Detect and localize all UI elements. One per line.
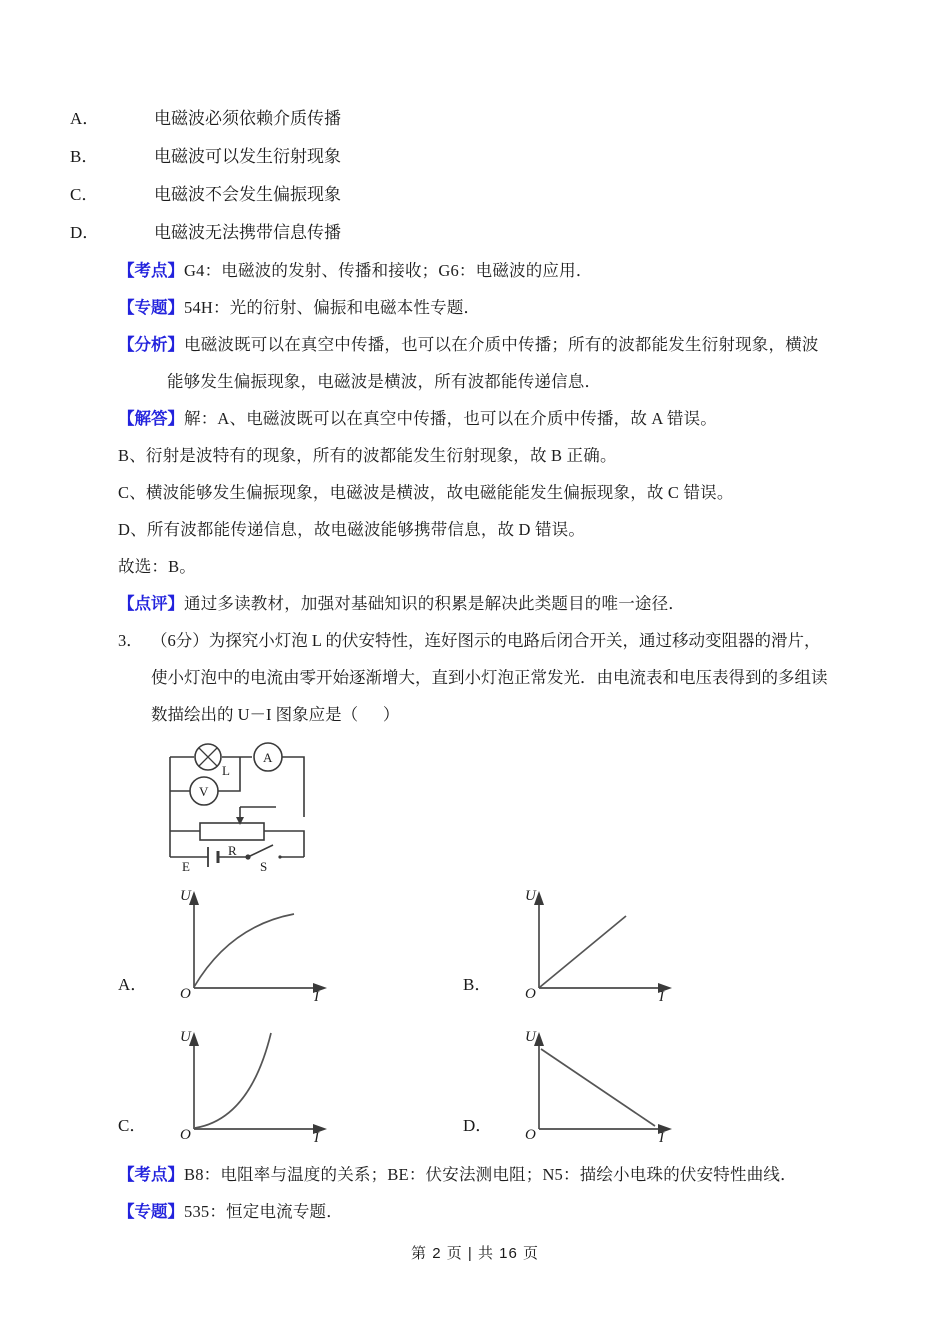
solution-line: D、所有波都能传递信息，故电磁波能够携带信息，故 D 错误。: [118, 520, 586, 539]
annotation-jieda: [118, 400, 834, 437]
annotation-tag: 【专题】: [118, 1202, 184, 1221]
annotation-dianping: [118, 585, 834, 622]
wire-rheostat-right: [264, 831, 304, 851]
switch-pivot-dot: [245, 854, 250, 859]
annotation-tag: 【分析】: [118, 335, 184, 354]
question-number: 3．: [118, 631, 143, 650]
wire-ammeter-right: [282, 757, 304, 817]
rheostat-label: R: [228, 843, 237, 858]
option-item: [70, 176, 834, 214]
line-linear-increasing: [540, 916, 626, 987]
option-letter: D．: [70, 223, 100, 242]
question-text: （6分）为探究小灯泡 L 的伏安特性，连好图示的电路后闭合开关，通过移动变阻器的滑片，使小灯泡中的电流由零开始逐渐增大，直到小灯泡正常发光．由电流表和电压表得到的多组读数描绘出的 U－I 图象应是（ ）: [151, 631, 828, 724]
x-axis-label: I: [314, 989, 319, 1001]
annotation-zhuanti: [118, 289, 834, 326]
option-text: 电磁波必须依赖介质传播: [154, 109, 341, 128]
lamp-label: L: [222, 763, 230, 778]
graph-option-d: [463, 1027, 808, 1142]
annotation-tag: 【专题】: [118, 298, 184, 317]
x-axis-label: I: [314, 1130, 319, 1142]
graph-c-svg: [158, 1027, 348, 1142]
option-item: [70, 138, 834, 176]
annotation-text: 通过多读教材，加强对基础知识的积累是解决此类题目的唯一途径．: [184, 594, 685, 613]
option-letter: C．: [70, 185, 99, 204]
solution-lines-q2: [118, 437, 834, 585]
option-text: 电磁波不会发生偏振现象: [154, 185, 341, 204]
option-item: [70, 100, 834, 138]
graph-option-letter: B．: [463, 975, 492, 994]
options-list-q2: [70, 100, 834, 252]
origin-label: O: [180, 986, 191, 1001]
graph-options-grid: [118, 886, 818, 1142]
annotations-q3: [118, 1156, 834, 1230]
annotation-fenxi: [118, 326, 834, 400]
y-axis-label: U: [180, 888, 191, 904]
voltmeter-label: V: [199, 784, 209, 799]
annotation-zhuanti: [118, 1193, 834, 1230]
graph-option-letter: D．: [463, 1116, 493, 1135]
rheostat-body: [200, 823, 264, 840]
page-footer: 第 2 页 | 共 16 页: [411, 1245, 539, 1262]
switch-lever: [248, 845, 273, 857]
question-3: [118, 622, 834, 733]
origin-label: O: [180, 1127, 191, 1142]
x-axis-label: I: [659, 1130, 664, 1142]
option-item: [70, 214, 834, 252]
option-text: 电磁波可以发生衍射现象: [154, 147, 341, 166]
battery-label: E: [182, 859, 190, 871]
y-axis-label: U: [525, 1029, 536, 1045]
annotation-tag: 【点评】: [118, 594, 184, 613]
switch-label: S: [260, 859, 268, 871]
annotation-tag: 【解答】: [118, 409, 184, 428]
option-text: 电磁波无法携带信息传播: [154, 223, 341, 242]
annotation-text: G4：电磁波的发射、传播和接收；G6：电磁波的应用．: [184, 261, 593, 280]
annotation-text: B8：电阻率与温度的关系；BE：伏安法测电阻；N5：描绘小电珠的伏安特性曲线．: [184, 1165, 797, 1184]
solution-line: B、衍射是波特有的现象，所有的波都能发生衍射现象，故 B 正确。: [118, 446, 617, 465]
origin-label: O: [525, 1127, 536, 1142]
circuit-svg: [156, 739, 316, 871]
line-linear-decreasing: [541, 1049, 655, 1126]
graph-d-svg: [503, 1027, 693, 1142]
solution-line: 故选：B。: [118, 557, 197, 576]
option-letter: B．: [70, 147, 99, 166]
annotation-text: 535：恒定电流专题．: [184, 1202, 343, 1221]
graph-b-svg: [503, 886, 693, 1001]
switch-contact-dot: [278, 855, 281, 858]
ammeter-label: A: [263, 750, 273, 765]
graph-option-a: [118, 886, 463, 1001]
graph-option-row-bottom: [118, 1027, 818, 1142]
curve-concave-down: [194, 914, 294, 987]
graph-option-letter: C．: [118, 1116, 147, 1135]
x-axis-label: I: [659, 989, 664, 1001]
solution-line: C、横波能够发生偏振现象，电磁波是横波，故电磁能能发生偏振现象，故 C 错误。: [118, 483, 734, 502]
graph-a-svg: [158, 886, 348, 1001]
graph-option-letter: A．: [118, 975, 148, 994]
option-letter: A．: [70, 109, 100, 128]
circuit-diagram: [156, 739, 834, 876]
annotation-text: 电磁波既可以在真空中传播，也可以在介质中传播；所有的波都能发生衍射现象，横波能够发生偏振现象，电磁波是横波，所有波都能传递信息．: [167, 335, 819, 391]
origin-label: O: [525, 986, 536, 1001]
graph-option-b: [463, 886, 808, 1001]
graph-option-c: [118, 1027, 463, 1142]
graph-option-row-top: [118, 886, 818, 1001]
curve-concave-up: [195, 1033, 271, 1128]
annotation-text: 解：A、电磁波既可以在真空中传播，也可以在介质中传播，故 A 错误。: [184, 409, 717, 428]
annotation-text: 54H：光的衍射、偏振和电磁本性专题．: [184, 298, 481, 317]
page-content: [70, 100, 834, 1230]
annotation-tag: 【考点】: [118, 261, 184, 280]
annotation-kaodian: [118, 1156, 834, 1193]
y-axis-label: U: [525, 888, 536, 904]
lamp-cross: [199, 748, 217, 766]
y-axis-label: U: [180, 1029, 191, 1045]
annotations-q2: [118, 252, 834, 437]
annotation-kaodian: [118, 252, 834, 289]
annotation-tag: 【考点】: [118, 1165, 184, 1184]
